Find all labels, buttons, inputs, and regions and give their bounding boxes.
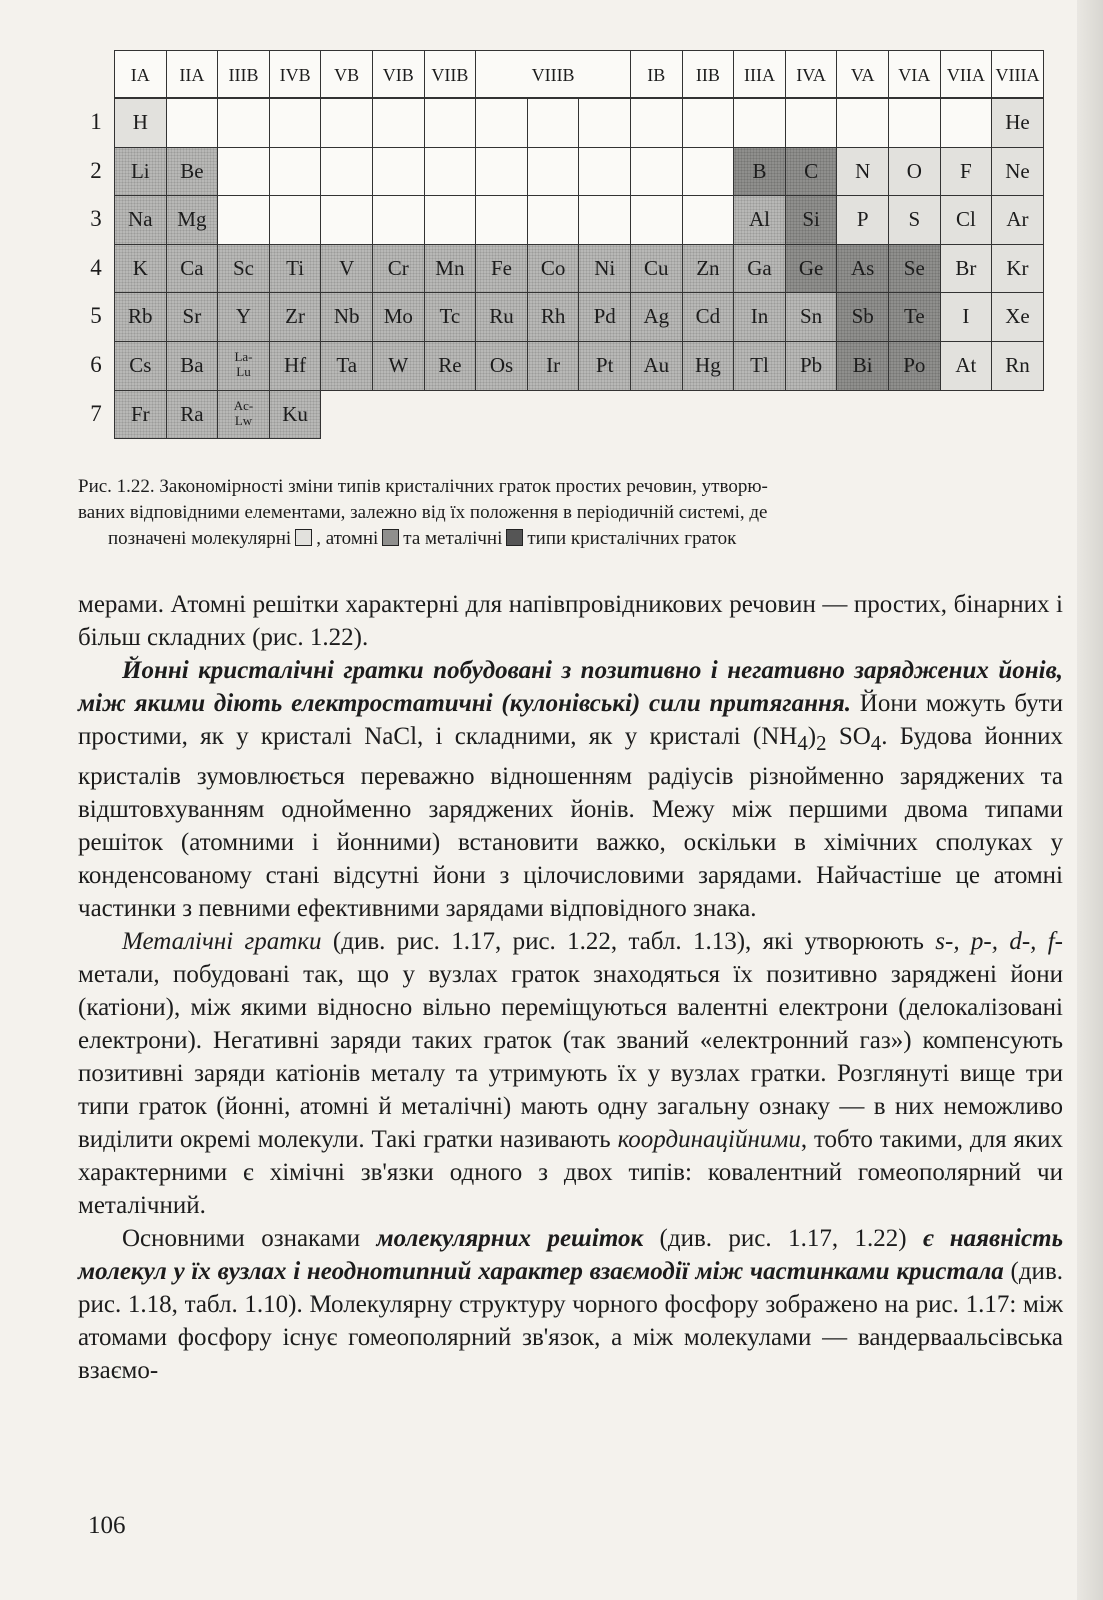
p2-sub-3: 4 <box>870 731 882 755</box>
element-co: Co <box>527 244 580 294</box>
empty-cell <box>269 195 322 245</box>
element-at: At <box>940 341 993 391</box>
element-f: F <box>940 147 993 197</box>
element-ca: Ca <box>166 244 219 294</box>
group-header-iib: IIB <box>682 50 735 98</box>
element-mo: Mo <box>372 292 425 342</box>
element-y: Y <box>217 292 270 342</box>
element-ra: Ra <box>166 390 219 440</box>
ionic-lattice-definition: Йонні кристалічні гратки побудовані з позитивно і негативно заряджених йонів, між якими діють електростатичні (кулонівські) сили притягання. <box>78 657 1063 717</box>
element-tc: Tc <box>424 292 477 342</box>
element-na: Na <box>114 195 167 245</box>
caption-metallic-text: та металічні <box>403 528 503 549</box>
period-label-3: 3 <box>90 206 102 232</box>
element-zr: Zr <box>269 292 322 342</box>
element-k: K <box>114 244 167 294</box>
period-label-6: 6 <box>90 352 102 377</box>
empty-cell <box>320 147 373 197</box>
element-zn: Zn <box>682 244 735 294</box>
empty-cell <box>630 147 683 197</box>
element-si: Si <box>785 195 838 245</box>
element-cs: Cs <box>114 341 167 391</box>
element-te: Te <box>888 292 941 342</box>
element-ru: Ru <box>475 292 528 342</box>
element-cr: Cr <box>372 244 425 294</box>
caption-molecular-text: позначені молекулярні <box>108 528 292 549</box>
legend-metallic-swatch <box>506 529 523 546</box>
empty-cell <box>733 98 786 148</box>
group-header-iiia: IIIA <box>733 50 786 98</box>
element-i: I <box>940 292 993 342</box>
empty-cell <box>940 98 993 148</box>
element-he: He <box>991 98 1044 148</box>
element-ta: Ta <box>320 341 373 391</box>
element-ni: Ni <box>578 244 631 294</box>
group-header-viia: VIIA <box>940 50 993 98</box>
element-o: O <box>888 147 941 197</box>
empty-cell <box>475 147 528 197</box>
empty-cell <box>888 98 941 148</box>
empty-cell <box>578 147 631 197</box>
element-pd: Pd <box>578 292 631 342</box>
empty-cell <box>424 147 477 197</box>
p2-text-c: SO <box>826 723 871 750</box>
period-label-5: 5 <box>90 303 102 329</box>
element-p: P <box>836 195 889 245</box>
caption-line-2: ваних відповідними елементами, залежно від їх положення в періодичній системі, де <box>78 502 768 523</box>
period-label-1: 1 <box>90 109 102 134</box>
p4-text-b: (див. рис. 1.17, 1.22) <box>643 1225 923 1252</box>
legend-molecular-swatch <box>295 529 312 546</box>
element-rh: Rh <box>527 292 580 342</box>
element-cu: Cu <box>630 244 683 294</box>
group-header-iva: IVA <box>785 50 838 98</box>
element-in: In <box>733 292 786 342</box>
empty-cell <box>372 195 425 245</box>
paragraph-3 <box>78 925 1063 1222</box>
element-os: Os <box>475 341 528 391</box>
period-label-4: 4 <box>90 254 102 280</box>
empty-cell <box>630 98 683 148</box>
empty-cell <box>475 195 528 245</box>
caption-line-3 <box>78 526 1058 552</box>
element-tl: Tl <box>733 341 786 391</box>
element-xe: Xe <box>991 292 1044 342</box>
metallic-lattice-term: Металічні гратки <box>122 928 322 955</box>
group-header-iia: IIA <box>166 50 219 98</box>
empty-cell <box>269 147 322 197</box>
element-se: Se <box>888 244 941 294</box>
element-br: Br <box>940 244 993 294</box>
group-header-vib: VIB <box>372 50 425 98</box>
paragraph-1: мерами. Атомні решітки характерні для напівпровідникових речовин — простих, бінарних і більш складних (рис. 1.22). <box>78 591 1063 651</box>
element-ac-lw: Ac- Lw <box>217 390 270 440</box>
body-text <box>78 588 1063 1387</box>
empty-cell <box>424 98 477 148</box>
empty-cell <box>527 195 580 245</box>
group-header-ib: IB <box>630 50 683 98</box>
element-ir: Ir <box>527 341 580 391</box>
p4-text-c: (див. рис. 1.18, табл. 1.10). Молекулярну структуру чорного фосфору зображено на рис. 1.17: між атомами фосфору існує гомеополярний зв'язок, а між молекулами — вандерваальсівська взаємо- <box>78 1258 1063 1384</box>
element-fr: Fr <box>114 390 167 440</box>
element-ba: Ba <box>166 341 219 391</box>
caption-atomic-text: , атомні <box>316 528 379 549</box>
empty-cell <box>682 98 735 148</box>
p3-text-c: , тобто такими, для яких характерними є хімічні зв'язки одного з двох типів: ковалентний гомеополярний чи металічний. <box>78 1126 1063 1219</box>
element-sb: Sb <box>836 292 889 342</box>
p4-text-a: Основними ознаками <box>122 1225 377 1252</box>
empty-cell <box>320 98 373 148</box>
empty-cell <box>320 195 373 245</box>
element-sr: Sr <box>166 292 219 342</box>
empty-cell <box>527 98 580 148</box>
p2-text-a: Йони можуть бути простими, як у кристалі NaCl, і складними, як у кристалі (NH <box>78 690 1063 750</box>
group-header-vb: VB <box>320 50 373 98</box>
element-li: Li <box>114 147 167 197</box>
element-pb: Pb <box>785 341 838 391</box>
empty-cell <box>578 98 631 148</box>
empty-cell <box>785 98 838 148</box>
page-number: 106 <box>88 1512 126 1539</box>
legend-atomic-swatch <box>382 529 399 546</box>
element-re: Re <box>424 341 477 391</box>
empty-cell <box>217 98 270 148</box>
group-header-iiib: IIIB <box>217 50 270 98</box>
p3-text-a: (див. рис. 1.17, рис. 1.22, табл. 1.13), які утворюють <box>321 928 936 955</box>
element-ti: Ti <box>269 244 322 294</box>
empty-cell <box>475 98 528 148</box>
period-label-7: 7 <box>90 400 102 426</box>
empty-cell <box>372 98 425 148</box>
p2-text-b: ) <box>807 723 817 750</box>
empty-cell <box>682 195 735 245</box>
element-s: S <box>888 195 941 245</box>
element-ne: Ne <box>991 147 1044 197</box>
period-label-2: 2 <box>90 157 102 183</box>
element-ar: Ar <box>991 195 1044 245</box>
element-h: H <box>114 98 167 148</box>
element-pt: Pt <box>578 341 631 391</box>
element-c: C <box>785 147 838 197</box>
molecular-lattice-features: є наявність молекул у їх вузлах і неоднотипний характер взаємодії між частинками кристала <box>78 1225 1063 1285</box>
paragraph-2 <box>78 654 1063 925</box>
page-edge <box>1077 0 1103 1600</box>
empty-cell <box>527 147 580 197</box>
element-ga: Ga <box>733 244 786 294</box>
figure-caption <box>78 474 1058 552</box>
element-au: Au <box>630 341 683 391</box>
element-as: As <box>836 244 889 294</box>
element-al: Al <box>733 195 786 245</box>
empty-cell <box>166 98 219 148</box>
element-n: N <box>836 147 889 197</box>
element-kr: Kr <box>991 244 1044 294</box>
element-be: Be <box>166 147 219 197</box>
group-header-va: VA <box>836 50 889 98</box>
group-header-viiia: VIIIA <box>991 50 1044 98</box>
molecular-lattice-term: молекулярних решіток <box>376 1225 644 1252</box>
element-w: W <box>372 341 425 391</box>
empty-cell <box>372 147 425 197</box>
empty-cell <box>269 98 322 148</box>
coordination-term: координаційними <box>617 1126 801 1153</box>
caption-line-1: Рис. 1.22. Закономірності зміни типів кристалічних граток простих речовин, утворю- <box>78 476 768 497</box>
empty-cell <box>682 147 735 197</box>
element-v: V <box>320 244 373 294</box>
element-rn: Rn <box>991 341 1044 391</box>
element-b: B <box>733 147 786 197</box>
empty-cell <box>424 195 477 245</box>
paragraph-4 <box>78 1222 1063 1387</box>
empty-cell <box>836 98 889 148</box>
element-sn: Sn <box>785 292 838 342</box>
element-nb: Nb <box>320 292 373 342</box>
empty-cell <box>217 195 270 245</box>
element-cl: Cl <box>940 195 993 245</box>
p3-orbital-letters: s-, p-, d-, f- <box>935 928 1063 955</box>
element-bi: Bi <box>836 341 889 391</box>
group-header-via: VIA <box>888 50 941 98</box>
group-header-viib: VIIB <box>424 50 477 98</box>
p2-text-d: . Будова йонних кристалів зумовлюється переважно відношенням радіусів різнойменно заряджених та відштовхуванням однойменно заряджених йонів. Межу між першими двома типами решіток (атомними і йонними) встановити важко, оскільки в хімічних сполуках у конденсованому стані відсутні йони з цілочисловими зарядами. Найчастіше це атомні частинки з певними ефективними зарядами відповідного знака. <box>78 723 1063 922</box>
element-mn: Mn <box>424 244 477 294</box>
element-ku: Ku <box>269 390 322 440</box>
empty-cell <box>630 195 683 245</box>
element-fe: Fe <box>475 244 528 294</box>
element-rb: Rb <box>114 292 167 342</box>
element-sc: Sc <box>217 244 270 294</box>
p2-sub-1: 4 <box>797 731 808 755</box>
element-po: Po <box>888 341 941 391</box>
caption-end-text: типи кристалічних граток <box>527 528 737 549</box>
element-hf: Hf <box>269 341 322 391</box>
element-mg: Mg <box>166 195 219 245</box>
group-header-ivb: IVB <box>269 50 322 98</box>
element-cd: Cd <box>682 292 735 342</box>
element-hg: Hg <box>682 341 735 391</box>
element-ag: Ag <box>630 292 683 342</box>
p3-text-b: метали, побудовані так, що у вузлах граток знаходяться їх позитивно заряджені йони (катіони), між якими відносно вільно переміщуються валентні електрони (делокалізовані електрони). Негативні заряди таких граток (так званий «електронний газ») компенсують позитивні заряди катіонів металу та утримують їх у вузлах гратки. Розглянуті вище три типи граток (йонні, атомні й металічні) мають одну загальну ознаку — в них неможливо виділити окремі молекули. Такі гратки називають <box>78 961 1063 1153</box>
empty-cell <box>217 147 270 197</box>
group-header-ia: IA <box>114 50 167 98</box>
group-header-viiib: VIIIB <box>475 50 631 98</box>
empty-cell <box>578 195 631 245</box>
p2-sub-2: 2 <box>816 731 827 755</box>
element-ge: Ge <box>785 244 838 294</box>
element-la-lu: La- Lu <box>217 341 270 391</box>
